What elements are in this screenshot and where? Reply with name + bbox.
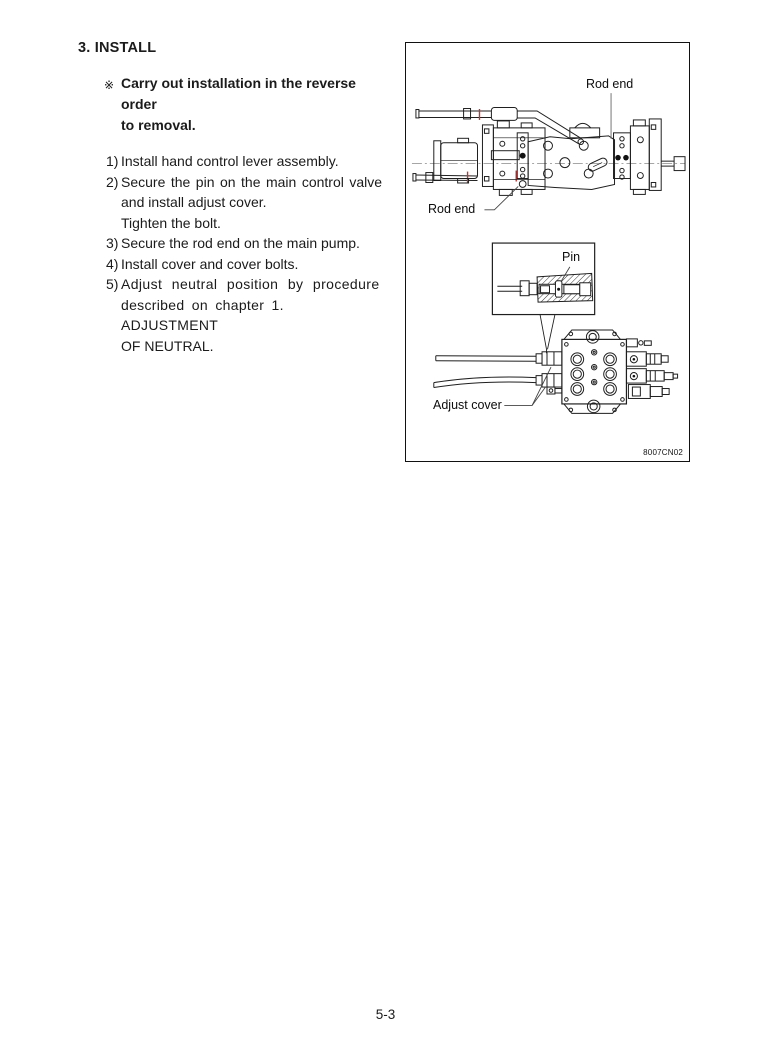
- note-line: Carry out installation in the reverse order: [121, 75, 356, 112]
- end-flange-shaft: [649, 119, 685, 190]
- plug-fitting: [547, 387, 562, 394]
- section-heading: 3. INSTALL: [78, 40, 157, 56]
- inset-pointer-right: [548, 315, 555, 350]
- step-item: [78, 274, 382, 356]
- page-number: 5-3: [375, 1007, 396, 1022]
- pump-block-left: [491, 121, 545, 195]
- step-item: [78, 151, 382, 172]
- step-number: 2): [106, 173, 119, 190]
- control-rod-upper: [416, 108, 582, 144]
- step-number: 5): [106, 276, 119, 292]
- label-rod-end-top: Rod end: [586, 77, 634, 91]
- step-item: [78, 172, 382, 234]
- note-line: to removal.: [121, 117, 196, 133]
- main-pump-drawing: [412, 93, 685, 210]
- step-line: Install cover and cover bolts.: [121, 255, 299, 272]
- step-line: Secure the rod end on the main pump.: [121, 235, 360, 251]
- step-number: 3): [106, 235, 119, 251]
- step-number: 1): [106, 153, 119, 169]
- adjust-cover-leader-2: [532, 367, 551, 405]
- adjust-covers: [536, 352, 562, 387]
- rod-end-bottom-leader: [484, 186, 518, 209]
- step-line: described on chapter 1. ADJUSTMENT: [121, 296, 284, 333]
- control-cables: [434, 356, 536, 388]
- reference-mark-icon: ※: [104, 78, 115, 92]
- figure-box: [405, 42, 690, 462]
- step-number: 4): [106, 255, 119, 272]
- step-line: Adjust neutral position by procedure: [121, 276, 380, 292]
- step-item: [78, 254, 382, 275]
- label-rod-end-bottom: Rod end: [428, 202, 476, 216]
- step-line: OF NEUTRAL.: [121, 337, 214, 354]
- valve-ports: [571, 350, 616, 396]
- step-item: [78, 233, 382, 254]
- solenoid-fittings: [626, 339, 677, 399]
- step-line: and install adjust cover.: [121, 194, 267, 210]
- figure-code: 8007CN02: [643, 448, 683, 457]
- note: [78, 73, 382, 136]
- link-plate-right: [614, 133, 631, 179]
- label-pin: Pin: [562, 250, 581, 264]
- pump-block-right: [630, 120, 649, 194]
- step-line: Install hand control lever assembly.: [121, 153, 339, 169]
- step-line: Secure the pin on the main control valve: [121, 173, 383, 190]
- install-steps: [78, 151, 382, 356]
- step-line: Tighten the bolt.: [121, 214, 221, 231]
- label-adjust-cover: Adjust cover: [433, 398, 502, 412]
- text-column: [78, 40, 382, 356]
- inset-pointer-left: [540, 315, 546, 354]
